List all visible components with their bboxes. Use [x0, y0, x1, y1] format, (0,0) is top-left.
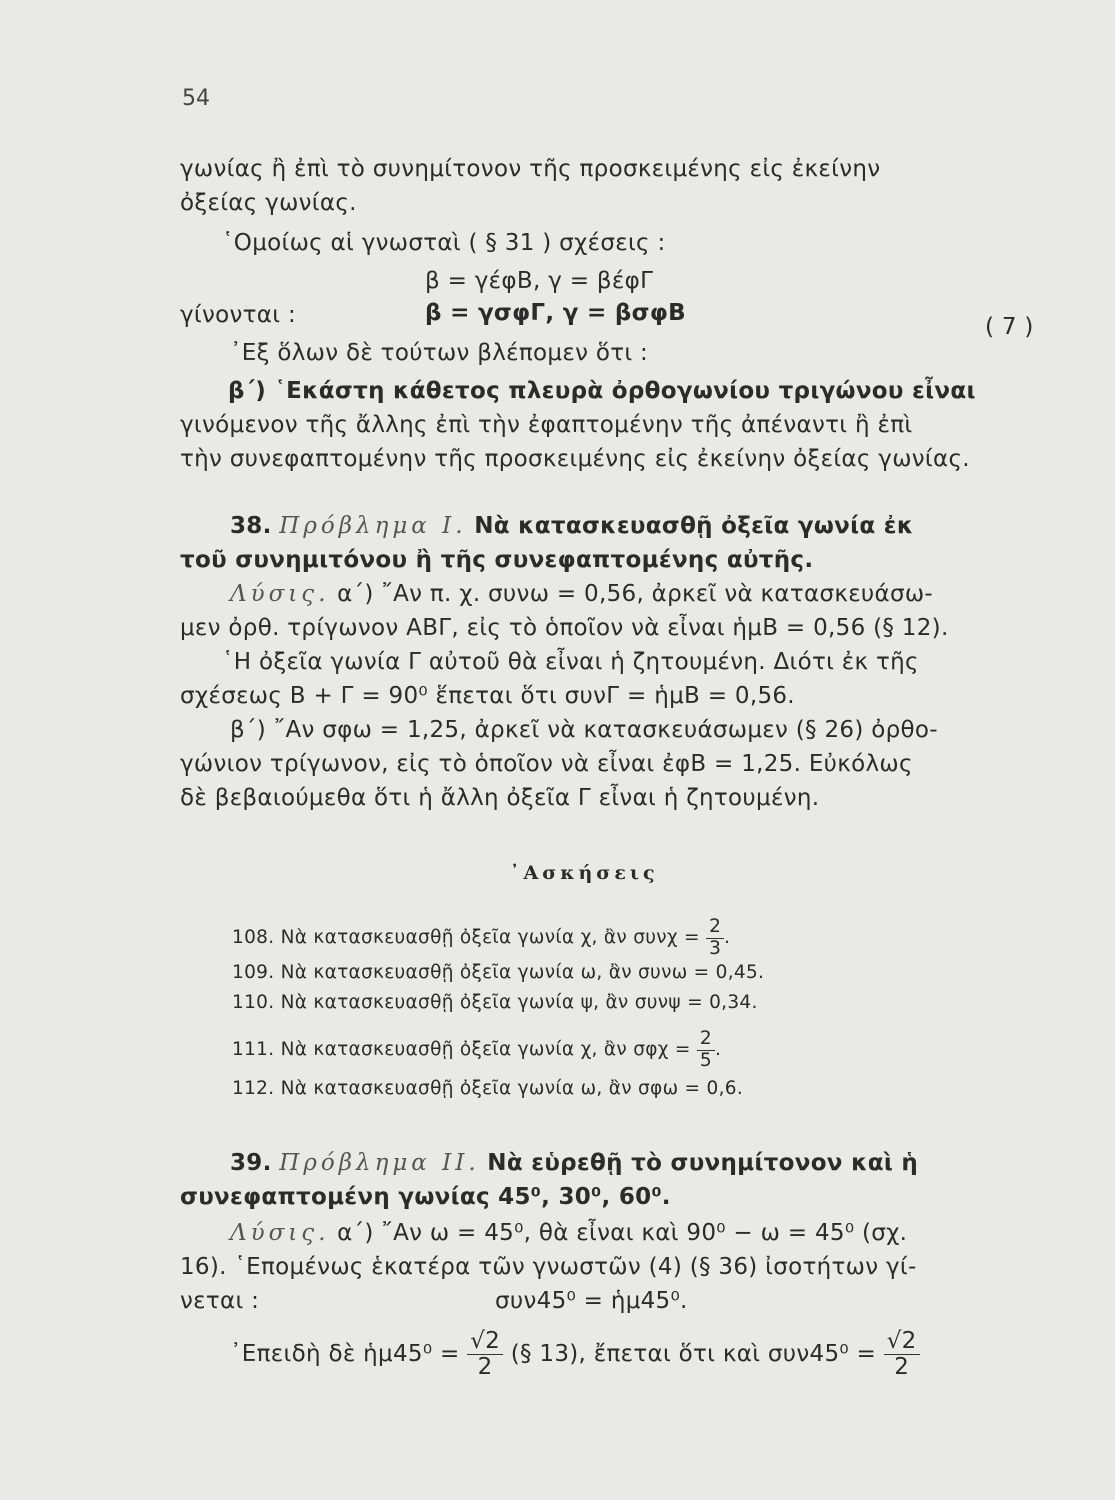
numerator: √2 — [467, 1330, 503, 1355]
rule-line: β΄) ῾Εκάστη κάθετος πλευρὰ ὀρθογωνίου τριγώνου εἶναι — [228, 378, 976, 404]
formula: συν45⁰ = ἡμ45⁰. — [495, 1288, 688, 1314]
fraction — [706, 918, 724, 958]
equation-number: ( 7 ) — [985, 314, 1034, 340]
text: (§ 13), ἔπεται ὅτι καὶ συν45⁰ = — [510, 1341, 877, 1367]
rule-line: γινόμενον τῆς ἄλλης ἐπὶ τὴν ἐφαπτομένην τῆς ἀπέναντι ἢ ἐπὶ — [180, 412, 913, 438]
text-line: 16). ῾Επομένως ἑκατέρα τῶν γνωστῶν (4) (§ 36) ἰσοτήτων γί- — [180, 1254, 917, 1280]
text-line: ᾿Εξ ὅλων δὲ τούτων βλέπομεν ὅτι : — [230, 340, 649, 366]
text-line: γώνιον τρίγωνον, εἰς τὸ ὁποῖον νὰ εἶναι ἐφΒ = 1,25. Εὐκόλως — [180, 751, 913, 777]
fraction — [697, 1030, 715, 1070]
denominator: 2 — [894, 1354, 910, 1380]
numerator: 2 — [706, 918, 724, 939]
text-line: γωνίας ἢ ἐπὶ τὸ συνημίτονον τῆς προσκειμένης εἰς ἐκείνην — [180, 156, 881, 182]
exercises-heading: ᾿Ασκήσεις — [510, 862, 659, 884]
solution-label: Λύσις. — [230, 1220, 330, 1246]
problem-title: Νὰ εὑρεθῇ τὸ συνημίτονον καὶ ἡ — [487, 1150, 919, 1176]
text-line: δὲ βεβαιούμεθα ὅτι ἡ ἄλλη ὀξεῖα Γ εἶναι ἡ ζητουμένη. — [180, 785, 820, 811]
fraction — [467, 1330, 503, 1379]
exercise-text: 108. Νὰ κατασκευασθῇ ὀξεῖα γωνία χ, ἂν συνχ = — [232, 927, 700, 948]
denominator: 2 — [477, 1354, 493, 1380]
section-heading — [230, 513, 914, 539]
exercise-item: 110. Νὰ κατασκευασθῇ ὀξεῖα γωνία ψ, ἂν συνψ = 0,34. — [232, 992, 758, 1013]
section-number: 39. — [230, 1150, 272, 1176]
rule-line: τὴν συνεφαπτομένην τῆς προσκειμένης εἰς ἐκείνην ὀξείας γωνίας. — [180, 446, 970, 472]
denominator: 5 — [699, 1049, 712, 1071]
numerator: 2 — [697, 1030, 715, 1051]
text-line — [230, 1220, 907, 1246]
section-heading — [230, 1150, 918, 1176]
text-line — [230, 1330, 920, 1379]
exercise-item: 108. Νὰ κατασκευασθῇ ὀξεῖα γωνία χ, ἂν συνχ = $\frac{2}{3}$ . — [232, 916, 731, 959]
solution-label: Λύσις. — [230, 581, 330, 607]
text-line: σχέσεως Β + Γ = 90⁰ ἕπεται ὅτι συνΓ = ἡμΒ = 0,56. — [180, 683, 795, 709]
text: α΄) ῎Αν π. χ. συνω = 0,56, ἀρκεῖ νὰ κατασκευάσω- — [337, 581, 934, 607]
problem-title: συνεφαπτομένη γωνίας 45⁰, 30⁰, 60⁰. — [180, 1184, 671, 1210]
text-line: ὀξείας γωνίας. — [180, 190, 357, 216]
denominator: 3 — [709, 937, 722, 959]
problem-title: τοῦ συνημιτόνου ἢ τῆς συνεφαπτομένης αὐτῆς. — [180, 547, 814, 573]
exercise-item: 109. Νὰ κατασκευασθῇ ὀξεῖα γωνία ω, ἂν συνω = 0,45. — [232, 962, 765, 983]
section-number: 38. — [230, 513, 272, 539]
exercise-item: 111. Νὰ κατασκευασθῇ ὀξεῖα γωνία χ, ἂν σφχ = $\frac{2}{5}$ . — [232, 1028, 722, 1071]
text-line: ῾Ομοίως αἱ γνωσταὶ ( § 31 ) σχέσεις : — [222, 230, 666, 256]
text-line: νεται : — [180, 1288, 260, 1314]
formula: β = γέφΒ, γ = βέφΓ — [425, 268, 654, 294]
formula: β = γσφΓ, γ = βσφΒ — [425, 300, 686, 326]
text-line: γίνονται : — [180, 302, 297, 328]
numerator: √2 — [884, 1330, 920, 1355]
problem-label: Πρόβλημα ΙΙ. — [279, 1150, 480, 1176]
text: α΄) ῎Αν ω = 45⁰, θὰ εἶναι καὶ 90⁰ − ω = 45⁰ (σχ. — [337, 1220, 908, 1246]
page-number: 54 — [182, 86, 210, 111]
text-line: μεν ὀρθ. τρίγωνον ΑΒΓ, εἰς τὸ ὁποῖον νὰ εἶναι ἡμΒ = 0,56 (§ 12). — [180, 615, 949, 641]
problem-label: Πρόβλημα Ι. — [279, 513, 467, 539]
exercise-item: 112. Νὰ κατασκευασθῇ ὀξεῖα γωνία ω, ἂν σφω = 0,6. — [232, 1078, 744, 1099]
fraction — [884, 1330, 920, 1379]
text-line — [230, 581, 933, 607]
text-line: ῾Η ὀξεῖα γωνία Γ αὐτοῦ θὰ εἶναι ἡ ζητουμένη. Διότι ἐκ τῆς — [222, 649, 919, 675]
exercise-text: 111. Νὰ κατασκευασθῇ ὀξεῖα γωνία χ, ἂν σφχ = — [232, 1039, 691, 1060]
problem-title: Νὰ κατασκευασθῇ ὀξεῖα γωνία ἐκ — [474, 513, 914, 539]
text-line: β΄) ῎Αν σφω = 1,25, ἀρκεῖ νὰ κατασκευάσωμεν (§ 26) ὀρθο- — [230, 717, 938, 743]
text: ᾿Επειδὴ δὲ ἡμ45⁰ = — [230, 1341, 460, 1367]
